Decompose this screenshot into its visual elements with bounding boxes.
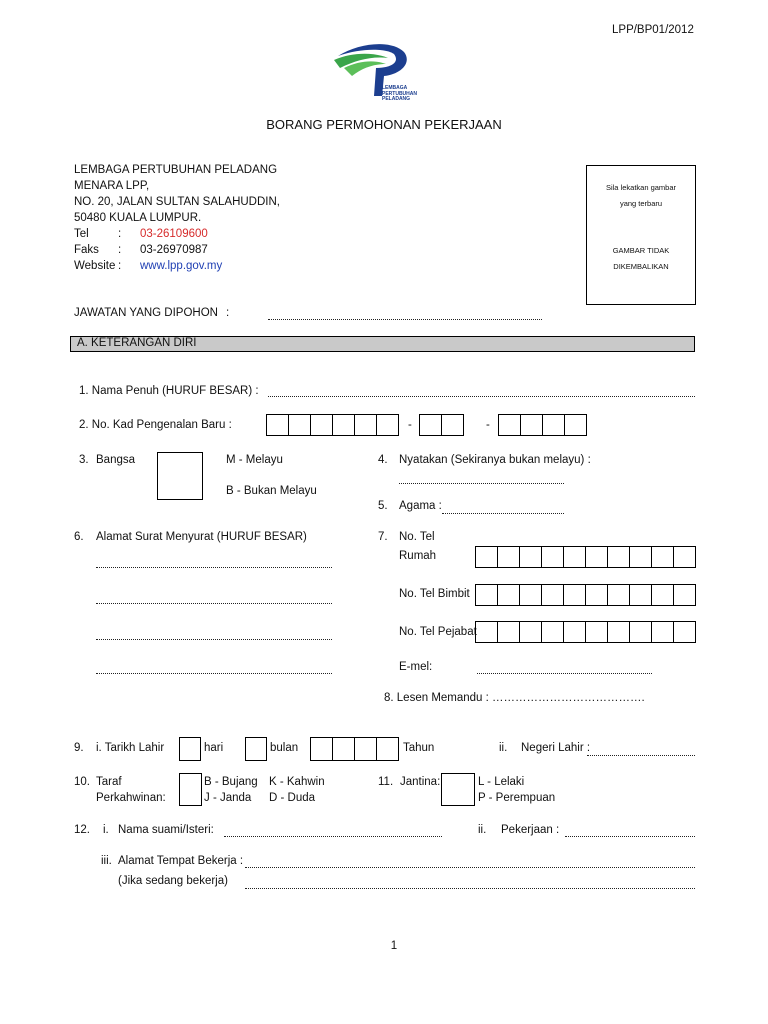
mailing-address-line-3[interactable] — [96, 639, 332, 640]
tel-colon: : — [118, 228, 122, 240]
email-label: E-mel: — [399, 661, 433, 673]
photo-instruction-2: yang terbaru — [619, 199, 663, 208]
occupation-field[interactable] — [565, 836, 695, 837]
ic-dash-2: - — [486, 419, 490, 431]
marital-option-kahwin: K - Kahwin — [269, 776, 325, 788]
position-field[interactable] — [268, 319, 542, 320]
position-colon: : — [226, 307, 230, 319]
ic-part1-boxes[interactable] — [266, 414, 399, 436]
section-a-header — [70, 336, 695, 352]
race-box[interactable] — [157, 452, 203, 500]
spouse-name-field[interactable] — [224, 836, 442, 837]
photo-box[interactable] — [586, 165, 696, 305]
tel-value: 03-26109600 — [140, 228, 208, 240]
q6-number: 6. — [74, 531, 84, 543]
q7-number: 7. — [378, 531, 388, 543]
marital-label-2: Perkahwinan: — [96, 792, 166, 804]
birth-year-boxes[interactable] — [310, 737, 399, 761]
birth-day-box[interactable] — [179, 737, 201, 761]
q9-ii: ii. — [499, 742, 508, 754]
gender-label: Jantina: — [400, 776, 441, 788]
phone-label: No. Tel — [399, 531, 435, 543]
work-address-line-2[interactable] — [245, 888, 695, 889]
race-number: 3. — [79, 454, 89, 466]
ic-part3-boxes[interactable] — [498, 414, 587, 436]
birth-state-label: Negeri Lahir : — [521, 742, 591, 754]
photo-note-1: GAMBAR TIDAK — [612, 246, 670, 255]
mailing-address-line-1[interactable] — [96, 567, 332, 568]
marital-status-box[interactable] — [179, 773, 202, 806]
address-line-4: 50480 KUALA LUMPUR. — [74, 212, 202, 224]
ic-part2-boxes[interactable] — [419, 414, 464, 436]
q10-number: 10. — [74, 776, 90, 788]
mailing-address-line-2[interactable] — [96, 603, 332, 604]
race-specify-field[interactable] — [399, 483, 564, 484]
logo-text: LEMBAGA PERTUBUHAN PELADANG — [382, 85, 417, 102]
position-label: JAWATAN YANG DIPOHON — [74, 307, 218, 319]
ic-number-label: 2. No. Kad Pengenalan Baru : — [79, 419, 232, 431]
gender-option-male: L - Lelaki — [478, 776, 525, 788]
religion-label: Agama : — [399, 500, 442, 512]
q12-ii: ii. — [478, 824, 487, 836]
work-address-line-1[interactable] — [245, 867, 695, 868]
religion-field[interactable] — [442, 513, 564, 514]
lpp-logo — [330, 38, 420, 106]
day-label: hari — [204, 742, 224, 754]
q12-i: i. — [103, 824, 109, 836]
document-code: LPP/BP01/2012 — [612, 24, 694, 36]
year-label: Tahun — [403, 742, 435, 754]
home-phone-boxes[interactable] — [475, 546, 696, 568]
marital-option-bujang: B - Bujang — [204, 776, 258, 788]
occupation-label: Pekerjaan : — [501, 824, 560, 836]
race-option-b: B - Bukan Melayu — [226, 485, 317, 497]
fax-label: Faks — [74, 244, 99, 256]
full-name-label: 1. Nama Penuh (HURUF BESAR) : — [79, 385, 259, 397]
website-label: Website — [74, 260, 116, 272]
race-label: Bangsa — [96, 454, 136, 466]
address-line-3: NO. 20, JALAN SULTAN SALAHUDDIN, — [74, 196, 280, 208]
marital-option-janda: J - Janda — [204, 792, 252, 804]
q9-number: 9. — [74, 742, 84, 754]
website-link[interactable]: www.lpp.gov.my — [140, 260, 223, 272]
address-line-2: MENARA LPP, — [74, 180, 150, 192]
gender-box[interactable] — [441, 773, 475, 806]
office-phone-label: No. Tel Pejabat — [399, 626, 477, 638]
birth-state-field[interactable] — [587, 755, 695, 756]
q5-number: 5. — [378, 500, 388, 512]
fax-value: 03-26970987 — [140, 244, 208, 256]
birth-month-box[interactable] — [245, 737, 267, 761]
page-number: 1 — [390, 940, 398, 952]
mobile-phone-boxes[interactable] — [475, 584, 696, 606]
form-title: BORANG PERMOHONAN PEKERJAAN — [266, 117, 502, 132]
home-phone-label: Rumah — [399, 550, 437, 562]
race-specify-label: Nyatakan (Sekiranya bukan melayu) : — [399, 454, 591, 466]
race-option-m: M - Melayu — [226, 454, 283, 466]
photo-note-2: DIKEMBALIKAN — [613, 262, 669, 271]
fax-colon: : — [118, 244, 122, 256]
spouse-name-label: Nama suami/Isteri: — [118, 824, 214, 836]
tel-label: Tel — [74, 228, 89, 240]
mobile-phone-label: No. Tel Bimbit — [399, 588, 470, 600]
full-name-field[interactable] — [268, 396, 695, 397]
work-address-label: Alamat Tempat Bekerja : — [118, 855, 244, 867]
ic-dash-1: - — [408, 419, 412, 431]
mailing-address-label: Alamat Surat Menyurat (HURUF BESAR) — [96, 531, 307, 543]
address-line-1: LEMBAGA PERTUBUHAN PELADANG — [74, 164, 278, 176]
gender-option-female: P - Perempuan — [478, 792, 556, 804]
section-a-title: A. KETERANGAN DIRI — [77, 337, 197, 349]
website-colon: : — [118, 260, 122, 272]
marital-label-1: Taraf — [96, 776, 122, 788]
q12-iii: iii. — [101, 855, 112, 867]
birth-date-label: i. Tarikh Lahir — [96, 742, 165, 754]
q11-number: 11. — [378, 776, 394, 788]
marital-option-duda: D - Duda — [269, 792, 316, 804]
driving-license-label[interactable]: 8. Lesen Memandu : …………………………………. — [384, 692, 645, 704]
office-phone-boxes[interactable] — [475, 621, 696, 643]
email-field[interactable] — [477, 673, 652, 674]
photo-instruction-1: Sila lekatkan gambar — [605, 183, 677, 192]
month-label: bulan — [270, 742, 299, 754]
work-address-note: (Jika sedang bekerja) — [118, 875, 228, 887]
mailing-address-line-4[interactable] — [96, 673, 332, 674]
q4-number: 4. — [378, 454, 388, 466]
q12-number: 12. — [74, 824, 90, 836]
